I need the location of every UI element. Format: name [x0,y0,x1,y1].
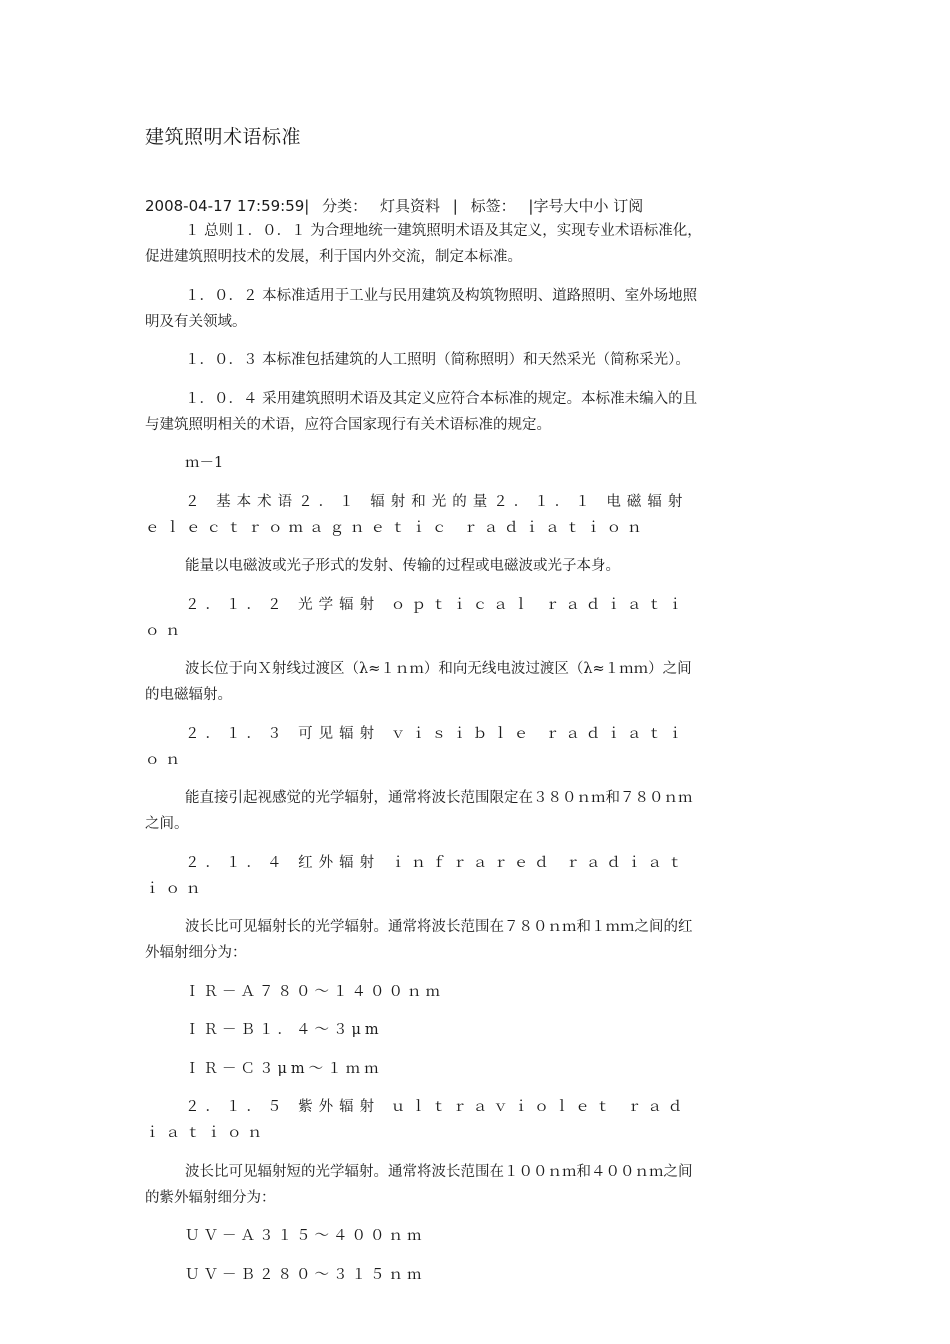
paragraph-1-0-1: １ 总则１．０．１ 为合理地统一建筑照明术语及其定义，实现专业术语标准化，促进建筑照明技术的发展，利于国内外交流，制定本标准。 [145,223,702,265]
paragraph-2-1-1-heading: ２ 基本术语２．１ 辐射和光的量２．１．１ 电磁辐射 ｅｌｅｃｔｒｏｍａｇｎｅｔｉｃ ｒａｄｉａｔｉｏｎ [145,493,689,536]
tags-label: 标签： [470,197,516,215]
font-small-button[interactable]: 小 [593,197,609,215]
font-large-button[interactable]: 大 [563,197,579,215]
paragraph-2-1-2-heading: ２．１．２ 光学辐射 ｏｐｔｉｃａｌ ｒａｄｉａｔｉｏｎ [145,596,689,639]
paragraph-2-1-5-heading: ２．１．５ 紫外辐射 ｕｌｔｒａｖｉｏｌｅｔ ｒａｄｉａｔｉｏｎ [145,1099,689,1141]
paragraph-2-1-5-definition: 波长比可见辐射短的光学辐射。通常将波长范围在１００ｎｍ和４００ｎｍ之间的紫外辐射细分为： [145,1163,693,1206]
article-meta [145,195,643,216]
publish-datetime: 2008-04-17 17:59:59| [145,197,310,215]
page-marker: ｍ－1 [185,455,224,471]
paragraph-2-1-2-definition: 波长位于向Ｘ射线过渡区（λ≈１ｎｍ）和向无线电波过渡区（λ≈１ｍｍ）之间的电磁辐射。 [145,661,692,703]
category-label: 分类： [322,197,368,215]
paragraph-2-1-3-definition: 能直接引起视感觉的光学辐射，通常将波长范围限定在３８０ｎｍ和７８０ｎｍ之间。 [145,790,693,832]
font-size-label: |字号 [528,197,564,215]
paragraph-2-1-4-definition: 波长比可见辐射长的光学辐射。通常将波长范围在７８０ｎｍ和１ｍｍ之间的红外辐射细分为： [145,919,693,961]
uv-b-range: ＵＶ－Ｂ２８０～３１５ｎｍ [185,1266,426,1283]
article-title: 建筑照明术语标准 [145,126,302,148]
ir-a-range: ＩＲ－Ａ７８０～１４００ｎｍ [185,983,444,1000]
subscribe-link[interactable]: 订阅 [613,197,644,215]
article-body [145,218,705,1300]
paragraph-1-0-4: １．０．４ 采用建筑照明术语及其定义应符合本标准的规定。本标准未编入的且与建筑照明相关的术语，应符合国家现行有关术语标准的规定。 [145,390,698,433]
paragraph-2-1-1-definition: 能量以电磁波或光子形式的发射、传输的过程或电磁波或光子本身。 [185,558,620,574]
paragraph-1-0-2: １．０．２ 本标准适用于工业与民用建筑及构筑物照明、道路照明、室外场地照明及有关领域。 [145,287,698,330]
font-medium-button[interactable]: 中 [578,197,594,215]
meta-divider: | [452,197,458,215]
paragraph-1-0-3: １．０．３ 本标准包括建筑的人工照明（简称照明）和天然采光（简称采光）。 [185,352,690,368]
ir-b-range: ＩＲ－Ｂ１．４～３μm [185,1022,383,1038]
paragraph-2-1-3-heading: ２．１．３ 可见辐射 ｖｉｓｉｂｌｅ ｒａｄｉａｔｉｏｎ [145,725,689,768]
ir-c-range: ＩＲ－Ｃ３μm～１ｍｍ [185,1060,383,1077]
category-link[interactable]: 灯具资料 [379,197,440,215]
uv-a-range: ＵＶ－Ａ３１５～４００ｎｍ [185,1228,426,1244]
paragraph-2-1-4-heading: ２．１．４ 红外辐射 ｉｎｆｒａｒｅｄ ｒａｄｉａｔｉｏｎ [145,854,689,897]
